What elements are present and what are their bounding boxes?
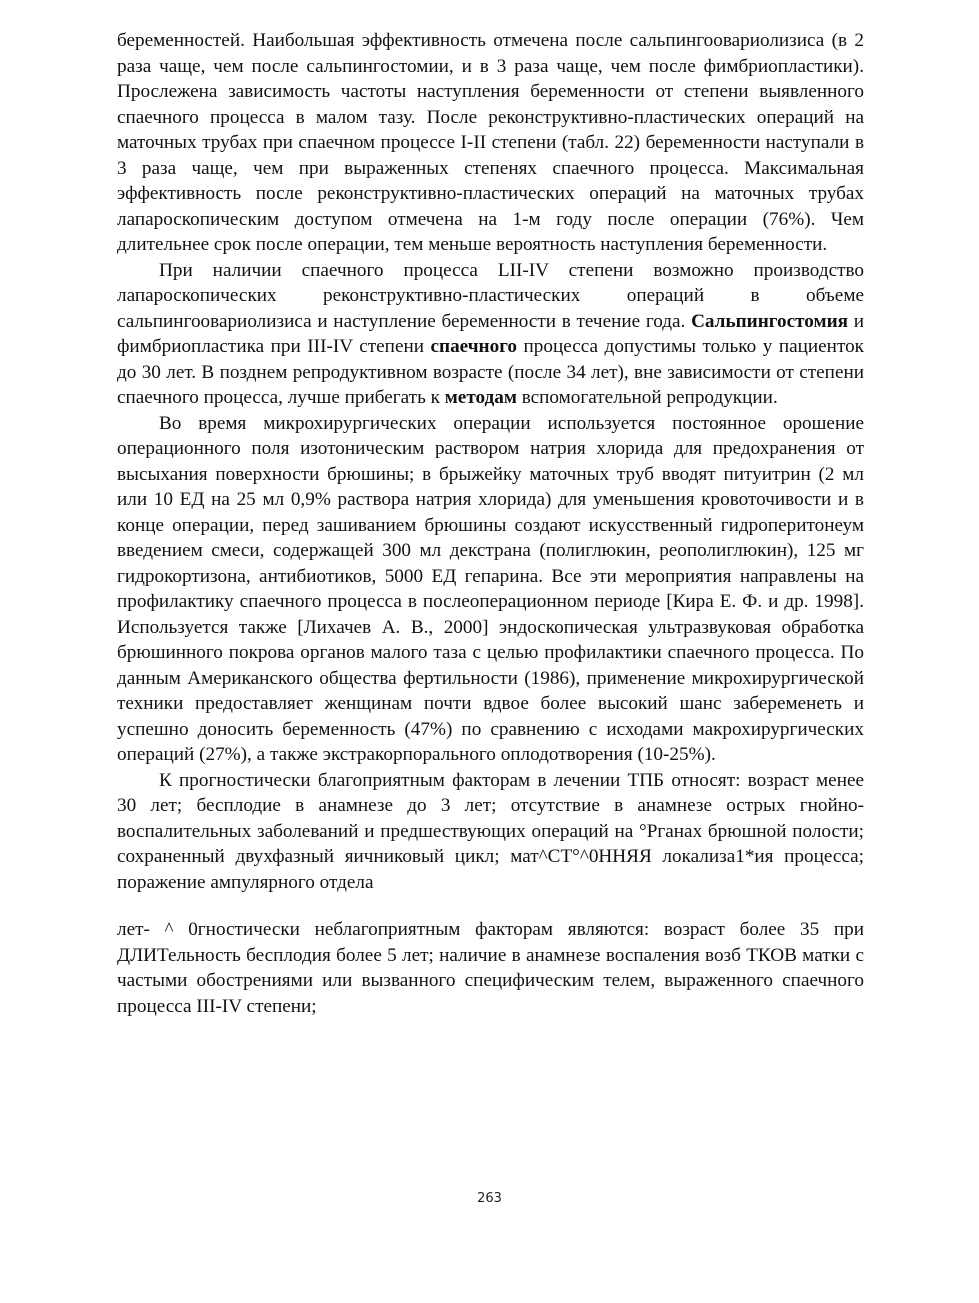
paragraph-2 bbox=[117, 258, 864, 411]
paragraph-4: К прогностически благоприятным факторам в лечении ТПБ относят: возраст менее 30 лет; бесплодие в анамнезе до 3 лет; отсутствие в анамнезе острых гнойно-воспалительных заболеваний и предшествующих операций на °Рганах брюшной полости; сохраненный двухфазный яичниковый цикл; мат^СТ°^0ННЯЯ локализа1*ия процесса; поражение ампулярного отдела bbox=[117, 769, 864, 893]
body-text bbox=[117, 28, 864, 1019]
scan-gap bbox=[117, 895, 864, 917]
paragraph-2-part-7: вспомогательной репродукции. bbox=[516, 387, 778, 408]
bold-term-salpingostomy: Сальпингостомия bbox=[691, 310, 849, 332]
page-number: 263 bbox=[477, 1191, 502, 1206]
paragraph-1: беременностей. Наибольшая эффективность отмечена после сальпингоовариолизиса (в 2 раза чаще, чем после сальпингостомии, и в 3 раза чаще, чем после фимбриопластики). Прослежена зависимость частоты наступления беременности от степени выявленного спаечного процесса в малом тазу. После реконструктивно-пластических операций на маточных трубах при спаечном процессе I-II степени (табл. 22) беременности наступали в 3 раза чаще, чем при выраженных степенях спаечного процесса. Максимальная эффективность после реконструктивно-пластических операций на маточных трубах лапароскопическим доступом отмечена на 1-м году после операции (76%). Чем длительнее срок после операции, тем меньше вероятность наступления беременности. bbox=[117, 30, 864, 255]
paragraph-3: Во время микрохирургических операции используется постоянное орошение операционного поля изотоническим раствором натрия хлорида для предохранения от высыхания поверхности брюшины; в брыжейку маточных труб вводят питуитрин (2 мл или 10 ЕД на 25 мл 0,9% раствора натрия хлорида) для уменьшения кровоточивости и в конце операции, перед зашиванием брюшины создают искусственный гидроперитонеум введением смеси, содержащей 300 мл декстрана (полиглюкин, реополиглюкин), 125 мг гидрокортизона, антибиотиков, 5000 ЕД гепарина. Все эти мероприятия направлены на профилактику спаечного процесса в послеоперационном периоде [Кира Е. Ф. и др. 1998]. Используется также [Лихачев А. В., 2000] эндоскопическая ультразвуковая обработка брюшинного покрова органов малого таза с целью профилактики спаечного процесса. По данным Американского общества фертильности (1986), применение микрохирургической техники предоставляет женщинам почти вдвое более высокий шанс забеременеть и успешно доносить беременность (47%) по сравнению с исходами макрохирургических операций (27%), а также экстракорпорального оплодотворения (10-25%). bbox=[117, 412, 864, 765]
paragraph-2-part-3: и фимбриопластика при III-IV степени bbox=[117, 310, 864, 357]
paragraph-5: лет- ^ 0гностически неблагоприятным факторам являются: возраст более 35 при ДЛИТельность бесплодия более 5 лет; наличие в анамнезе воспаления возб ТКОВ матки с частыми обострениями или вызванного специфическим телем, выраженного спаечного процесса III-IV степени; bbox=[117, 919, 864, 1017]
bold-term-adhesive: спаечного bbox=[430, 336, 518, 357]
bold-term-methods: методам bbox=[444, 387, 517, 408]
paragraph-2-part-5: процесса допустимы только у пациенток до 30 лет. В позднем репродуктивном возрасте (после 34 лет), вне зависимости от степени спаечного процесса, лучше прибегать к bbox=[117, 336, 864, 408]
paragraph-2-part-1: При наличии спаечного процесса LII-IV степени возможно производство лапароскопических реконструктивно-пластических операций в объеме сальпингоовариолизиса и наступление беременности в течение года. bbox=[117, 259, 864, 332]
